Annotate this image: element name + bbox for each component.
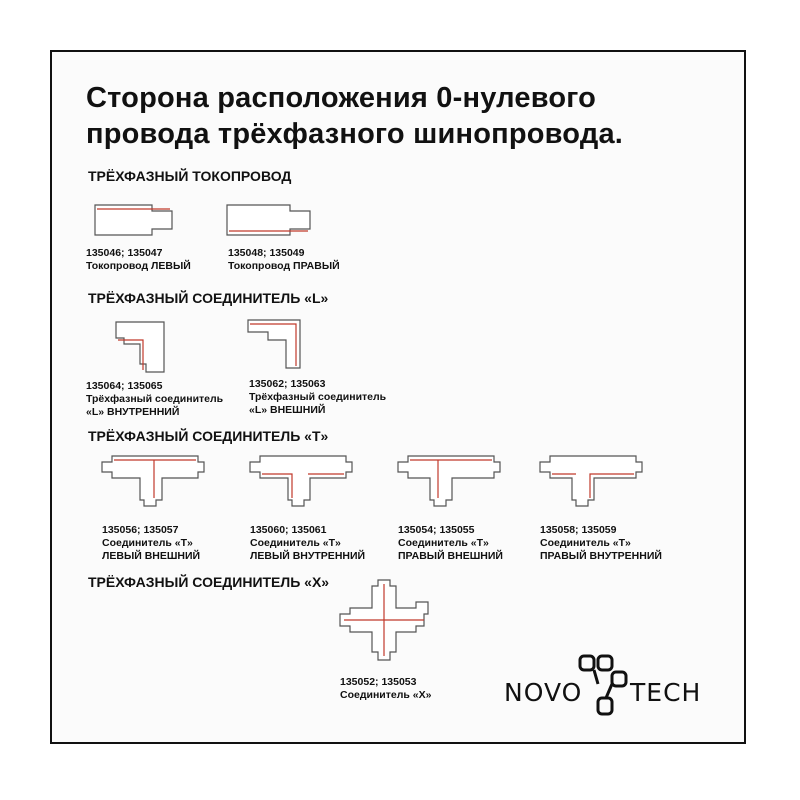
- t-left-outer-name: Соединитель «T»: [102, 537, 193, 549]
- t-left-outer-diagram: [98, 452, 208, 508]
- l-outer-caption: [249, 378, 386, 417]
- page-title: [86, 80, 623, 152]
- t-right-outer-diagram: [394, 452, 504, 508]
- t-right-inner-diagram: [536, 452, 646, 508]
- l-outer-code: 135062; 135063: [249, 378, 326, 390]
- track-left-diagram: [90, 200, 190, 240]
- track-right-diagram: [222, 200, 322, 240]
- x-connector-name: Соединитель «X»: [340, 689, 432, 701]
- t-left-inner-name-2: ЛЕВЫЙ ВНУТРЕННИЙ: [250, 550, 366, 562]
- t-right-inner-name: Соединитель «T»: [540, 537, 631, 549]
- l-inner-code: 135064; 135065: [86, 380, 163, 392]
- t-right-outer-name-2: ПРАВЫЙ ВНЕШНИЙ: [398, 550, 503, 562]
- t-right-outer-code: 135054; 135055: [398, 524, 475, 536]
- t-right-outer-caption: [398, 524, 503, 563]
- section-heading-connector-l: ТРЁХФАЗНЫЙ СОЕДИНИТЕЛЬ «L»: [88, 290, 329, 306]
- t-left-inner-caption: [250, 524, 365, 563]
- track-left-caption: [86, 247, 191, 273]
- track-right-code: 135048; 135049: [228, 247, 305, 259]
- t-left-inner-code: 135060; 135061: [250, 524, 327, 536]
- t-right-inner-name-2: ПРАВЫЙ ВНУТРЕННИЙ: [540, 550, 662, 562]
- t-left-inner-name: Соединитель «T»: [250, 537, 341, 549]
- t-left-outer-code: 135056; 135057: [102, 524, 179, 536]
- section-heading-track: ТРЁХФАЗНЫЙ ТОКОПРОВОД: [88, 168, 292, 184]
- x-connector-diagram: [336, 576, 432, 664]
- l-outer-name: Трёхфазный соединитель: [249, 391, 387, 403]
- l-inner-diagram: [100, 316, 180, 376]
- t-left-outer-name-2: ЛЕВЫЙ ВНЕШНИЙ: [102, 550, 201, 562]
- t-left-inner-diagram: [246, 452, 356, 508]
- l-inner-caption: [86, 380, 223, 419]
- x-connector-caption: [340, 676, 431, 702]
- l-outer-diagram: [240, 312, 320, 372]
- l-inner-name-2: «L» ВНУТРЕННИЙ: [86, 406, 180, 418]
- l-inner-name: Трёхфазный соединитель: [86, 393, 224, 405]
- logo-text-right: TECH: [630, 678, 702, 707]
- track-right-name: Токопровод ПРАВЫЙ: [228, 260, 340, 272]
- title-line-2: провода трёхфазного шинопровода.: [86, 118, 624, 150]
- section-heading-connector-x: ТРЁХФАЗНЫЙ СОЕДИНИТЕЛЬ «X»: [88, 574, 330, 590]
- logo-text-left: NOVO: [504, 678, 583, 707]
- t-right-outer-name: Соединитель «T»: [398, 537, 489, 549]
- t-left-outer-caption: [102, 524, 200, 563]
- track-left-name: Токопровод ЛЕВЫЙ: [86, 260, 191, 272]
- track-left-code: 135046; 135047: [86, 247, 163, 259]
- track-right-caption: [228, 247, 340, 273]
- x-connector-code: 135052; 135053: [340, 676, 417, 688]
- title-line-1: Сторона расположения 0-нулевого: [86, 82, 597, 114]
- t-right-inner-code: 135058; 135059: [540, 524, 617, 536]
- brand-logo: [500, 650, 716, 720]
- l-outer-name-2: «L» ВНЕШНИЙ: [249, 404, 326, 416]
- t-right-inner-caption: [540, 524, 662, 563]
- section-heading-connector-t: ТРЁХФАЗНЫЙ СОЕДИНИТЕЛЬ «T»: [88, 428, 329, 444]
